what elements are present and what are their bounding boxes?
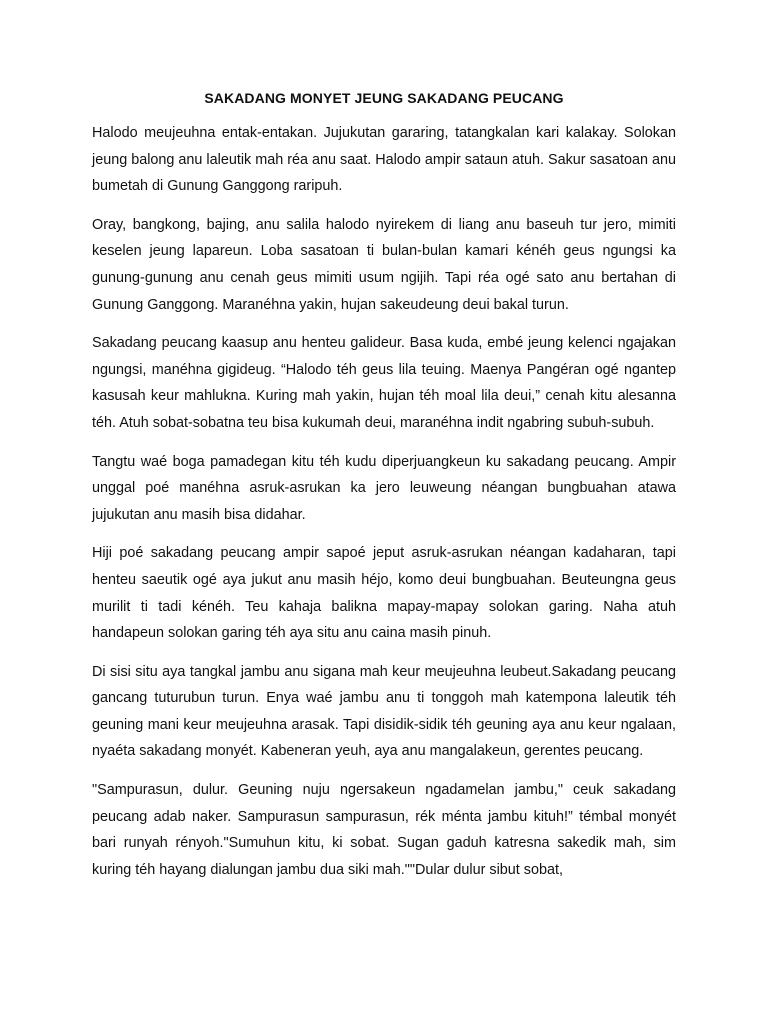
paragraph-2: Oray, bangkong, bajing, anu salila halodo nyirekem di liang anu baseuh tur jero, mimiti keselen jeung lapareun. Loba sasatoan ti bulan-bulan kamari kénéh geus ngungsi ka gunung-gunung anu cenah geus mimiti usum ngijih. Tapi réa ogé sato anu bertahan di Gunung Ganggong. Maranéhna yakin, hujan sakeudeung deui bakal turun. <box>92 216 676 313</box>
document-page <box>92 88 676 883</box>
document-title: SAKADANG MONYET JEUNG SAKADANG PEUCANG <box>204 90 564 106</box>
paragraph-3: Sakadang peucang kaasup anu henteu galideur. Basa kuda, embé jeung kelenci ngajakan ngungsi, manéhna gigideug. “Halodo téh geus lila teuing. Maenya Pangéran ogé ngantep kasusah keur mahlukna. Kuring mah yakin, hujan téh moal lila deui,” cenah kitu alesanna téh. Atuh sobat-sobatna teu bisa kukumah deui, maranéhna indit ngabring subuh-subuh. <box>92 335 676 431</box>
paragraph-4: Tangtu waé boga pamadegan kitu téh kudu diperjuangkeun ku sakadang peucang. Ampir unggal poé manéhna asruk-asrukan ka jero leuweung néangan bungbuahan atawa jujukutan anu masih bisa didahar. <box>92 453 676 523</box>
paragraph-6: Di sisi situ aya tangkal jambu anu sigana mah keur meujeuhna leubeut.Sakadang peucang gancang tuturubun turun. Enya waé jambu anu ti tonggoh mah katempona laleutik téh geuning mani keur meujeuhna arasak. Tapi disidik-sidik téh geuning aya anu keur ngalaan, nyaéta sakadang monyét. Kabeneran yeuh, aya anu mangalakeun, gerentes peucang. <box>92 663 676 760</box>
paragraph-7: "Sampurasun, dulur. Geuning nuju ngersakeun ngadamelan jambu," ceuk sakadang peucang adab naker. Sampurasun sampurasun, rék ménta jambu kituh!” témbal monyét bari runyah rényoh."Sumuhun kitu, ki sobat. Sugan gaduh katresna sakedik mah, sim kuring téh hayang dialungan jambu dua siki mah.""Dular dulur sibut sobat, <box>92 782 676 878</box>
paragraph-1: Halodo meujeuhna entak-entakan. Jujukutan gararing, tatangkalan kari kalakay. Solokan jeung balong anu laleutik mah réa anu saat. Halodo ampir sataun atuh. Sakur sasatoan anu bumetah di Gunung Ganggong raripuh. <box>92 125 677 195</box>
paragraph-5: Hiji poé sakadang peucang ampir sapoé jeput asruk-asrukan néangan kadaharan, tapi henteu saeutik ogé aya jukut anu masih héjo, komo deui bungbuahan. Beuteungna geus murilit ti tadi kénéh. Teu kahaja balikna mapay-mapay solokan garing. Naha atuh handapeun solokan garing téh aya situ anu caina masih pinuh. <box>92 545 676 642</box>
